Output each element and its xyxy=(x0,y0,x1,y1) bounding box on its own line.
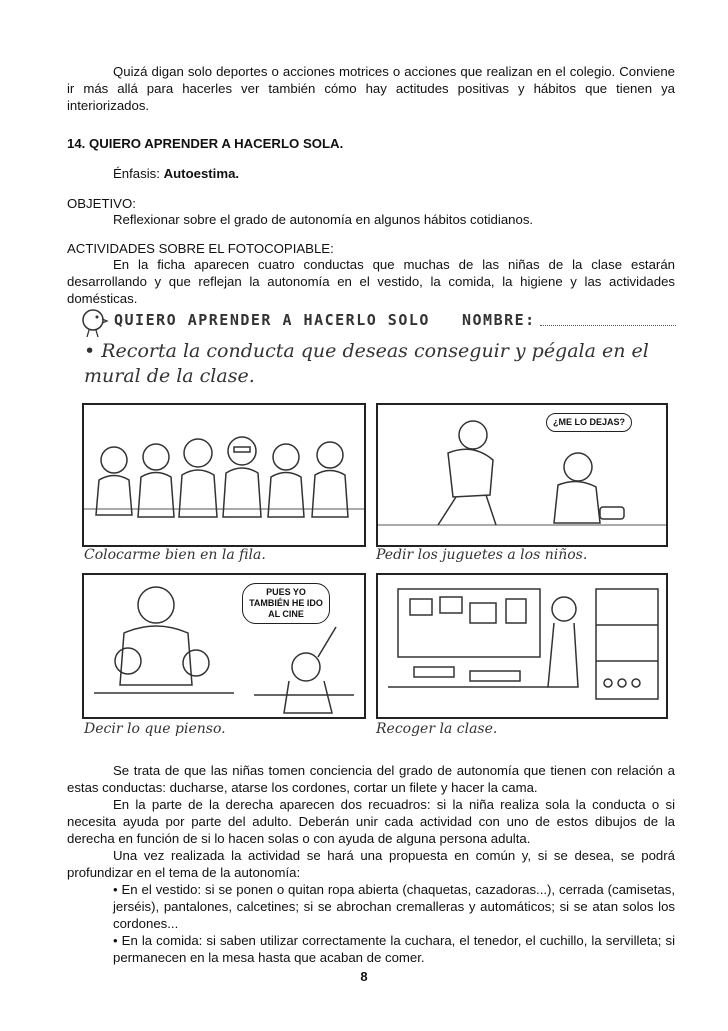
emphasis-line xyxy=(113,165,239,182)
panel-pienso-bubble: PUES YO TAMBIÉN HE IDO AL CINE xyxy=(242,583,330,624)
bird-mascot-icon xyxy=(76,305,110,339)
body-paragraph-2: En la parte de la derecha aparecen dos recuadros: si la niña realiza sola la conducta o si necesita ayuda por parte del adulto. Deberán unir cada actividad con uno de estos dibujos de la derecha en función de si lo hacen solas o con ayuda de alguna persona adulta. xyxy=(67,797,675,846)
body-paragraph-1: Se trata de que las niñas tomen conciencia del grado de autonomía que tienen con relación a estas conductas: ducharse, atarse los cordones, cortar un filete y hacer la cama. xyxy=(67,763,675,795)
name-field[interactable] xyxy=(462,311,676,333)
objective-text: Reflexionar sobre el grado de autonomía en algunos hábitos cotidianos. xyxy=(113,212,534,227)
bullet-comida: • En la comida: si saben utilizar correctamente la cuchara, el tenedor, el cuchillo, la servilleta; si permanecen en la mesa hasta que acaban de comer. xyxy=(113,933,675,965)
panel-juguetes-caption: Pedir los juguetes a los niños. xyxy=(376,547,588,563)
name-label: NOMBRE: xyxy=(462,311,536,329)
emphasis-value: Autoestima. xyxy=(163,166,240,181)
panel-pienso xyxy=(82,573,366,719)
panel-fila xyxy=(82,403,366,547)
panel-recoger xyxy=(376,573,668,719)
children-in-line-illustration xyxy=(84,405,364,545)
objective-label: OBJETIVO: xyxy=(67,196,136,211)
page-number: 8 xyxy=(360,969,368,984)
panel-juguetes xyxy=(376,403,668,547)
panel-recoger-caption: Recoger la clase. xyxy=(376,721,498,737)
intro-paragraph: Quizá digan solo deportes o acciones motrices o acciones que realizan en el colegio. Conviene ir más allá para hacerles ver también cómo hay actitudes positivas y hábitos que tienen ya interiorizados. xyxy=(67,64,675,113)
section-heading: 14. QUIERO APRENDER A HACERLO SOLA. xyxy=(67,136,344,151)
worksheet-title: QUIERO APRENDER A HACERLO SOLO xyxy=(114,311,430,329)
name-line xyxy=(540,325,676,326)
panel-fila-caption: Colocarme bien en la fila. xyxy=(84,547,266,563)
worksheet xyxy=(70,305,676,755)
panel-juguetes-bubble: ¿ME LO DEJAS? xyxy=(546,413,632,432)
activities-text: En la ficha aparecen cuatro conductas que muchas de las niñas de la clase estarán desarrollando y que reflejan la autonomía en el vestido, la comida, la higiene y las actividades domésticas. xyxy=(67,257,675,306)
emphasis-label: Énfasis: xyxy=(113,166,160,181)
panel-pienso-caption: Decir lo que pienso. xyxy=(84,721,226,737)
activities-label: ACTIVIDADES SOBRE EL FOTOCOPIABLE: xyxy=(67,241,334,256)
tidying-class-illustration xyxy=(378,575,666,717)
bullet-vestido: • En el vestido: si se ponen o quitan ropa abierta (chaquetas, cazadoras...), cerrada (camisetas, jerséis), pantalones, calcetines; si se abrochan cremalleras y automáticos; si se atan solos los cordones... xyxy=(113,882,675,931)
worksheet-instruction: • Recorta la conducta que deseas conseguir y pégala en el mural de la clase. xyxy=(84,340,649,387)
body-paragraph-3: Una vez realizada la actividad se hará una propuesta en común y, si se desea, se podrá profundizar en el tema de la autonomía: xyxy=(67,848,675,880)
